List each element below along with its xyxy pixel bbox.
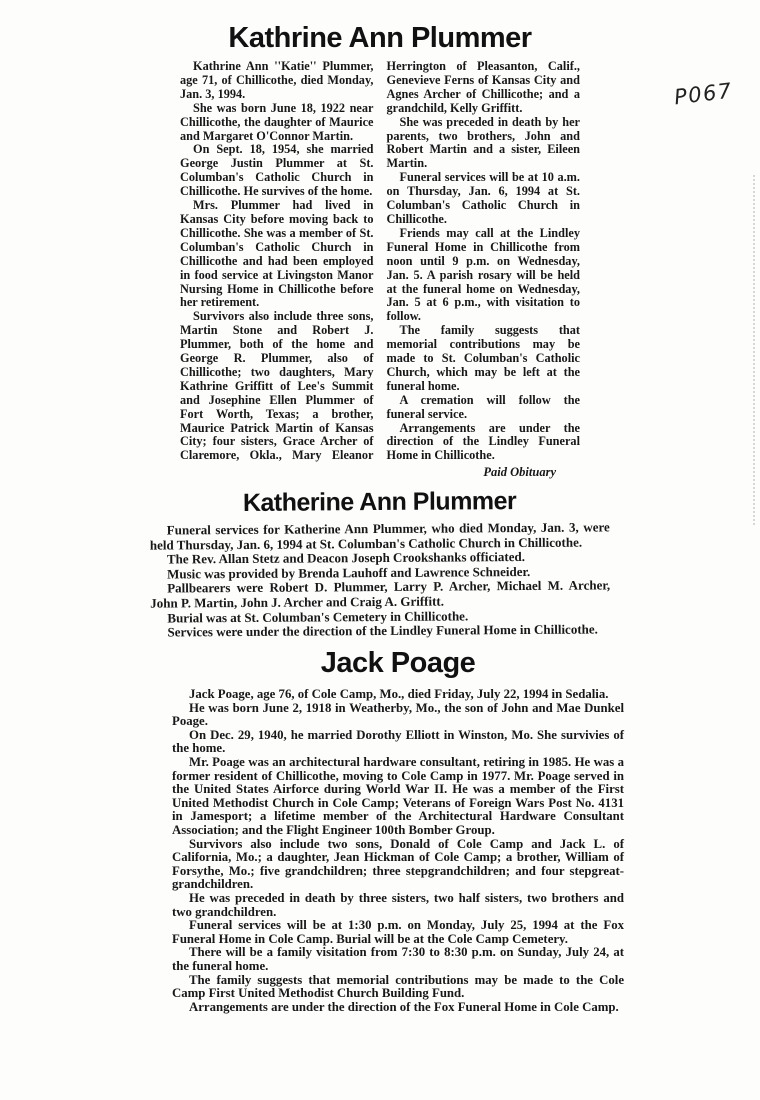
handwritten-page-number: P067 xyxy=(672,78,734,110)
obituary-paragraph: Friends may call at the Lindley Funeral Home in Chillicothe from noon until 9 p.m. on Wednesday, Jan. 5. A parish rosary will be held at the funeral home on Wednesday, Jan. 5 at 6 p.m., with visitation to follow. xyxy=(386,225,580,324)
obituary-paragraph: Kathrine Ann ''Katie'' Plummer, age 71, of Chillicothe, died Monday, Jan. 3, 1994. xyxy=(180,59,374,101)
paid-obituary-label: Paid Obituary xyxy=(483,465,556,480)
obituary-paragraph: Burial was at St. Columban's Cemetery in Chillicothe. xyxy=(167,608,469,626)
obituary-paragraph: On Dec. 29, 1940, he married Dorothy Elliott in Winston, Mo. She survivies of the home. xyxy=(172,727,624,756)
obituary-katherine-ann-plummer xyxy=(149,487,610,641)
obituary-paragraph: He was preceded in death by three sisters, two half sisters, two brothers and two grandchildren. xyxy=(172,890,624,919)
obituary-paragraph: She was preceded in death by her parents, two brothers, John and Robert Martin and a sister, Eileen Martin. xyxy=(386,114,580,171)
obituary-body-two-column xyxy=(180,60,580,463)
obituary-paragraph: He was born June 2, 1918 in Weatherby, Mo., the son of John and Mae Dunkel Poage. xyxy=(172,700,624,729)
obituary-body xyxy=(150,521,611,641)
obituary-title: Katherine Ann Plummer xyxy=(242,487,517,518)
obituary-paragraph: Arrangements are under the direction of the Fox Funeral Home in Cole Camp. xyxy=(189,999,619,1014)
obituary-title: Jack Poage xyxy=(320,647,476,680)
obituary-paragraph: Mr. Poage was an architectural hardware consultant, retiring in 1985. He was a former resident of Chillicothe, moving to Cole Camp in 1977. Mr. Poage served in the United States Airforce during World War II. He was a member of the First United Methodist Church in Cole Camp; Veterans of Foreign Wars Post No. 4131 in Jamesport; a lifetime member of the Architectural Hardware Consultant Association; and the Flight Engineer 100th Bomber Group. xyxy=(172,755,624,837)
obituary-paragraph: On Sept. 18, 1954, she married George Justin Plummer at St. Columban's Catholic Church in Chillicothe. He survives of the home. xyxy=(180,142,374,199)
obituary-paragraph: A cremation will follow the funeral service. xyxy=(386,392,580,421)
obituary-paragraph: Survivors also include three sons, Martin Stone and Robert J. Plummer, both of the home and George R. Plummer, also of Chillicothe; two daughters, Mary Kathrine Griffitt of Lee's Summit and Josephine Ellen Plummer of Fort Worth, Texas; a brother, Maurice Patrick Martin of Kansas City; four sisters, Grace Archer of Claremore, Okla., Mary Eleanor Herrington of Pleasanton, Calif., Genevieve Ferns of Kansas City and Agnes Archer of Chillicothe; and a grandchild, Kelly Griffitt. xyxy=(180,59,580,463)
obituary-kathrine-ann-plummer xyxy=(0,0,760,480)
obituary-paragraph: Jack Poage, age 76, of Cole Camp, Mo., died Friday, July 22, 1994 in Sedalia. xyxy=(189,687,609,702)
obituary-jack-poage xyxy=(172,647,624,1014)
obituary-paragraph: Pallbearers were Robert D. Plummer, Larry P. Archer, Michael M. Archer, John P. Martin, John J. Archer and Craig A. Griffitt. xyxy=(150,578,611,611)
obituary-paragraph: There will be a family visitation from 7:30 to 8:30 p.m. on Sunday, July 24, at the funeral home. xyxy=(172,945,624,973)
obituary-paragraph: Funeral services will be at 10 a.m. on Thursday, Jan. 6, 1994 at St. Columban's Catholic Church in Chillicothe. xyxy=(386,170,580,226)
obituary-paragraph: Arrangements are under the direction of the Lindley Funeral Home in Chillicothe. xyxy=(386,420,580,463)
obituary-paragraph: Services were under the direction of the Lindley Funeral Home in Chillicothe. xyxy=(167,621,598,640)
obituary-paragraph: Funeral services will be at 1:30 p.m. on Monday, July 25, 1994 at the Fox Funeral Home in Cole Camp. Burial will be at the Cole Camp Cemetery. xyxy=(172,918,624,946)
obituary-paragraph: Survivors also include two sons, Donald of Cole Camp and Jack L. of California, Mo.; a daughter, Jean Hickman of Cole Camp; a brother, William of Forsythe, Mo.; five grandchildren; three stepgrandchildren; and four stepgreat-grandchildren. xyxy=(172,836,624,892)
obituary-paragraph: The family suggests that memorial contributions may be made to the Cole Camp First United Methodist Church Building Fund. xyxy=(172,972,624,1001)
scan-edge-artifact xyxy=(753,175,755,525)
obituary-paragraph: She was born June 18, 1922 near Chillicothe, the daughter of Maurice and Margaret O'Connor Martin. xyxy=(180,100,374,143)
obituary-paragraph: Music was provided by Brenda Lauhoff and Lawrence Schneider. xyxy=(167,564,531,582)
obituary-title: Kathrine Ann Plummer xyxy=(228,22,532,54)
obituary-body xyxy=(172,688,624,1014)
obituary-paragraph: The family suggests that memorial contributions may be made to St. Columban's Catholic Church, which may be left at the funeral home. xyxy=(386,323,580,393)
obituary-paragraph: Funeral services for Katherine Ann Plummer, who died Monday, Jan. 3, were held Thursday, Jan. 6, 1994 at St. Columban's Catholic Church in Chillicothe. xyxy=(149,519,610,553)
obituary-paragraph: The Rev. Allan Stetz and Deacon Joseph Crookshanks officiated. xyxy=(166,549,526,567)
obituary-paragraph: Mrs. Plummer had lived in Kansas City before moving back to Chillicothe. She was a member of St. Columban's Catholic Church in Chillicothe and had been employed in food service at Livingston Manor Nursing Home in Chillicothe before her retirement. xyxy=(180,198,374,310)
